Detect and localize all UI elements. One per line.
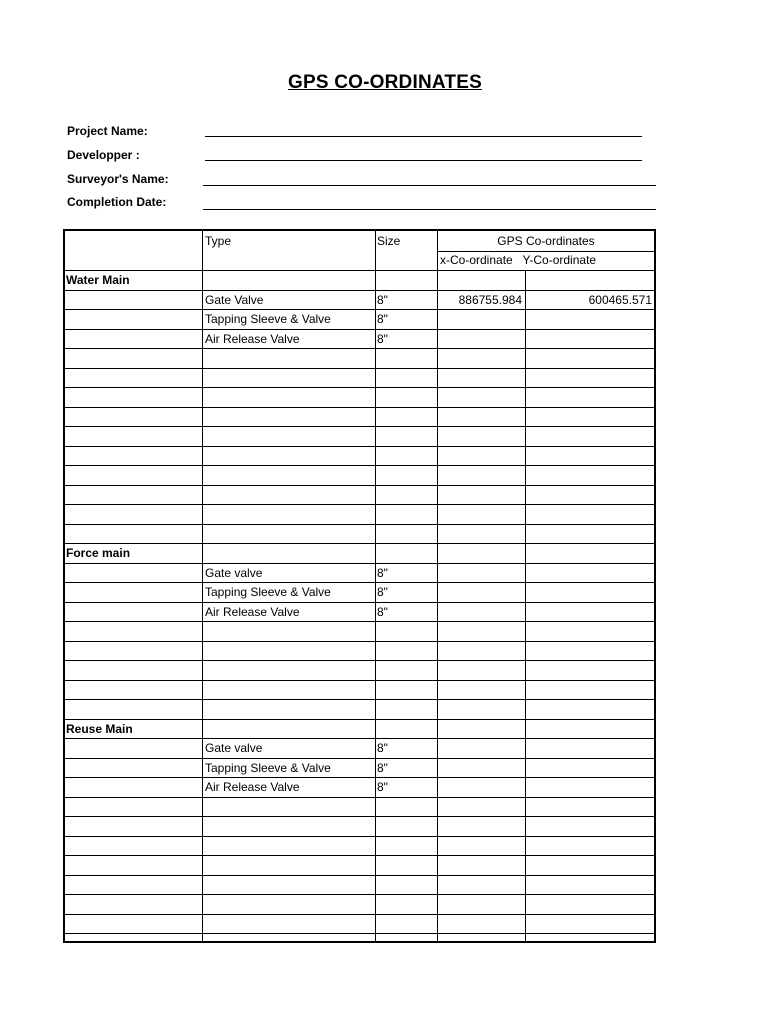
surveyor-name-line	[203, 185, 656, 186]
row-divider	[63, 524, 656, 525]
completion-date-label: Completion Date:	[67, 195, 167, 209]
row-x-coordinate: 886755.984	[458, 293, 522, 307]
row-type-cell: Tapping Sleeve & Valve	[205, 312, 331, 326]
row-divider	[63, 699, 656, 700]
row-size-cell: 8"	[377, 605, 388, 619]
page-title: GPS CO-ORDINATES	[288, 72, 482, 93]
row-type-cell: Air Release Valve	[205, 332, 300, 346]
gps-header-divider	[437, 251, 656, 252]
row-size-cell: 8"	[377, 780, 388, 794]
row-divider	[63, 290, 656, 291]
type-header: Type	[205, 234, 232, 248]
section-label: Water Main	[66, 273, 130, 287]
row-divider	[63, 543, 656, 544]
row-divider	[63, 660, 656, 661]
row-divider	[63, 329, 656, 330]
row-type-cell: Gate Valve	[205, 293, 264, 307]
row-divider	[63, 855, 656, 856]
row-divider	[63, 719, 656, 720]
row-divider	[63, 914, 656, 915]
gps-coordinates-header: GPS Co-ordinates	[497, 234, 595, 248]
row-y-coordinate: 600465.571	[588, 293, 652, 307]
project-name-label: Project Name:	[67, 124, 148, 138]
row-divider	[63, 875, 656, 876]
row-size-cell: 8"	[377, 741, 388, 755]
row-divider	[63, 602, 656, 603]
row-divider	[63, 504, 656, 505]
row-divider	[63, 387, 656, 388]
row-divider	[63, 485, 656, 486]
row-divider	[63, 641, 656, 642]
project-name-line	[205, 136, 642, 137]
row-type-cell: Tapping Sleeve & Valve	[205, 585, 331, 599]
row-size-cell: 8"	[377, 761, 388, 775]
row-type-cell: Air Release Valve	[205, 780, 300, 794]
row-divider	[63, 836, 656, 837]
row-size-cell: 8"	[377, 293, 388, 307]
row-size-cell: 8"	[377, 312, 388, 326]
row-type-cell: Gate valve	[205, 741, 263, 755]
row-divider	[63, 680, 656, 681]
row-divider	[63, 465, 656, 466]
row-divider	[63, 894, 656, 895]
section-label: Reuse Main	[66, 722, 133, 736]
row-type-cell: Gate valve	[205, 566, 263, 580]
row-type-cell: Tapping Sleeve & Valve	[205, 761, 331, 775]
surveyor-name-label: Surveyor's Name:	[67, 172, 169, 186]
row-size-cell: 8"	[377, 585, 388, 599]
row-divider	[63, 738, 656, 739]
section-label: Force main	[66, 546, 131, 560]
row-divider	[63, 758, 656, 759]
row-divider	[63, 621, 656, 622]
row-size-cell: 8"	[377, 566, 388, 580]
header-bottom-line	[63, 270, 656, 271]
row-size-cell: 8"	[377, 332, 388, 346]
row-divider	[63, 933, 656, 934]
row-divider	[63, 309, 656, 310]
row-divider	[63, 426, 656, 427]
row-divider	[63, 407, 656, 408]
row-divider	[63, 348, 656, 349]
column-divider-xy	[525, 270, 526, 943]
developer-label: Developper :	[67, 148, 140, 162]
row-divider	[63, 368, 656, 369]
row-type-cell: Air Release Valve	[205, 605, 300, 619]
completion-date-line	[203, 209, 656, 210]
row-divider	[63, 816, 656, 817]
developer-line	[205, 160, 642, 161]
row-divider	[63, 446, 656, 447]
row-divider	[63, 563, 656, 564]
row-divider	[63, 797, 656, 798]
xy-coordinate-header: x-Co-ordinate Y-Co-ordinate	[440, 253, 597, 267]
size-header: Size	[377, 234, 401, 248]
coordinates-table	[63, 229, 656, 943]
row-divider	[63, 777, 656, 778]
row-divider	[63, 582, 656, 583]
